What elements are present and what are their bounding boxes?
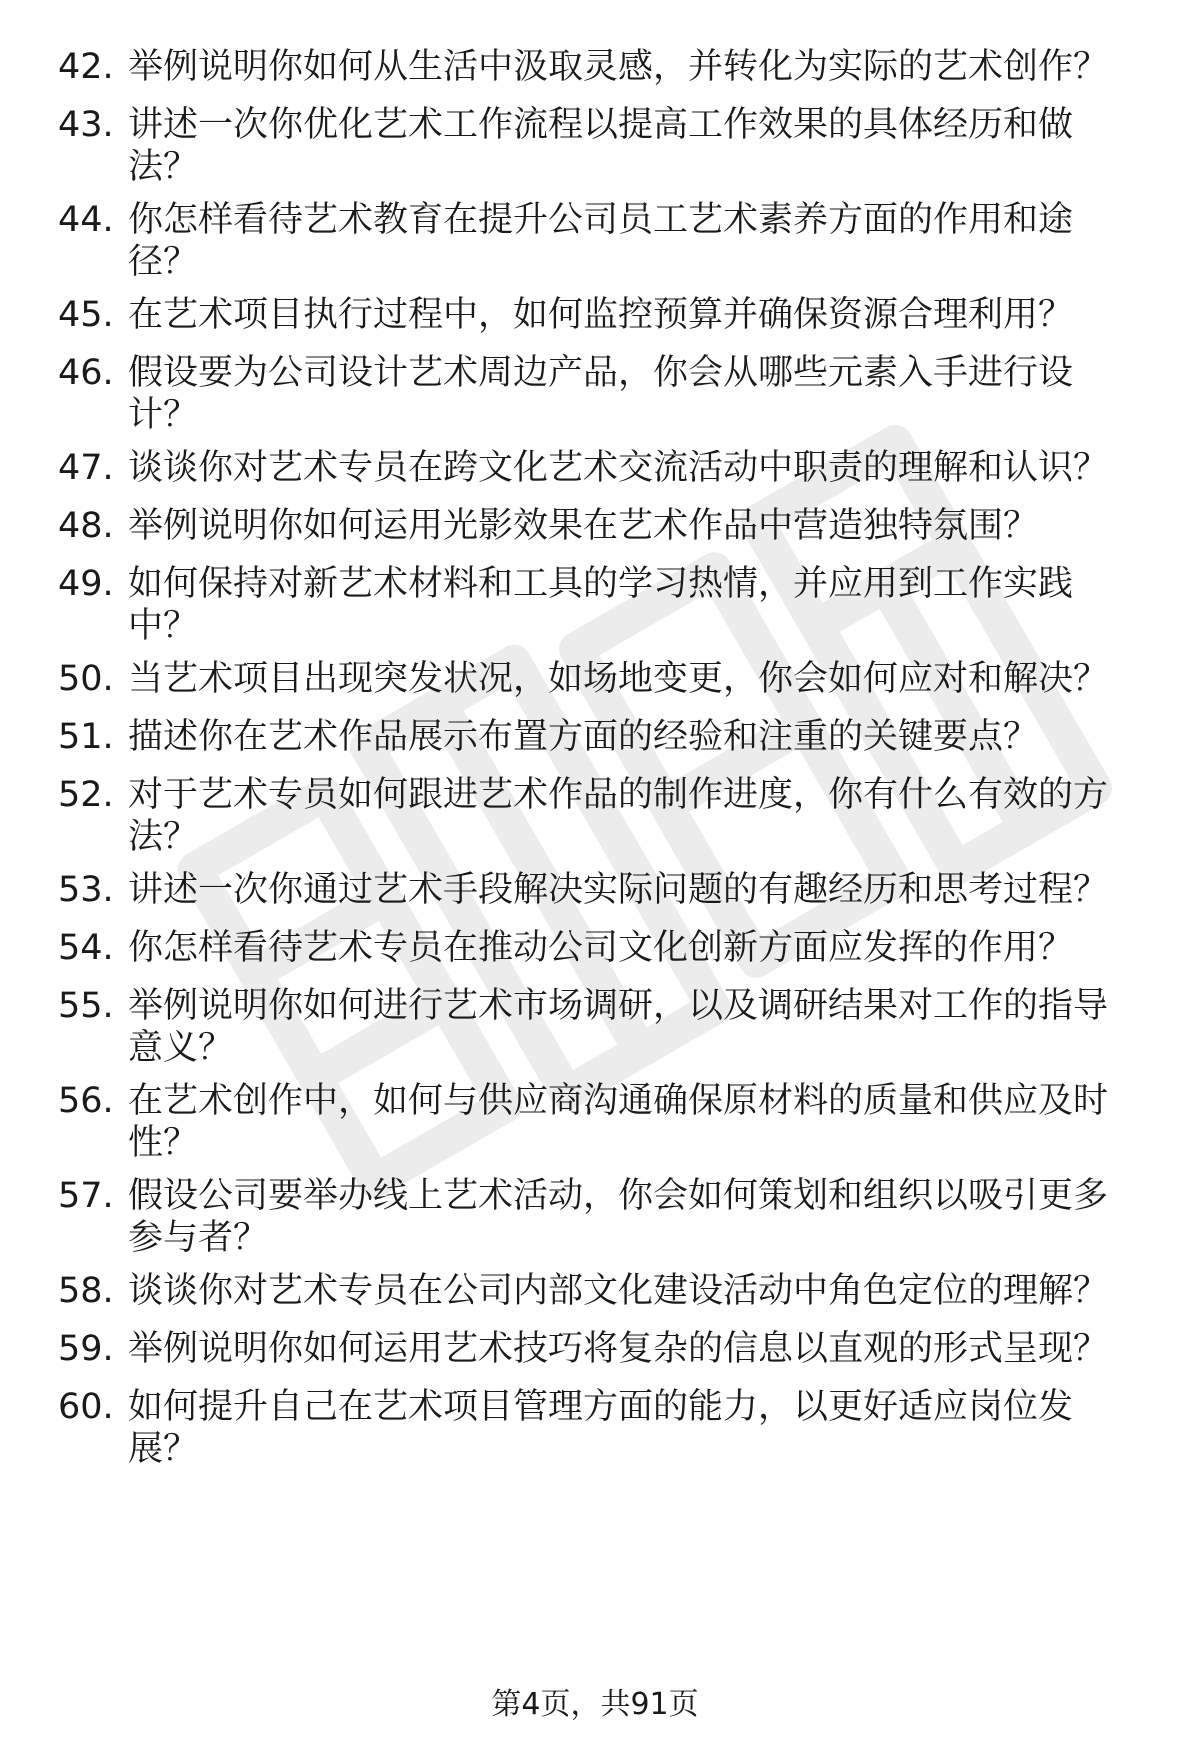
question-text: 如何保持对新艺术材料和工具的学习热情，并应用到工作实践中？ xyxy=(128,564,1074,646)
question-text: 假设公司要举办线上艺术活动，你会如何策划和组织以吸引更多参与者？ xyxy=(128,1176,1109,1258)
list-item xyxy=(58,104,1148,188)
list-item xyxy=(58,927,1148,969)
list-item xyxy=(58,505,1148,547)
list-item xyxy=(58,199,1148,283)
question-text: 谈谈你对艺术专员在跨文化艺术交流活动中职责的理解和认识？ xyxy=(128,448,1109,488)
list-item xyxy=(58,46,1148,88)
question-text: 描述你在艺术作品展示布置方面的经验和注重的关键要点？ xyxy=(128,717,1039,757)
question-number: 60. xyxy=(58,1387,114,1427)
question-number: 47. xyxy=(58,448,114,488)
list-item xyxy=(58,1386,1148,1470)
question-text: 举例说明你如何进行艺术市场调研，以及调研结果对工作的指导意义？ xyxy=(128,986,1109,1068)
question-text: 举例说明你如何运用艺术技巧将复杂的信息以直观的形式呈现？ xyxy=(128,1329,1109,1369)
list-item xyxy=(58,1080,1148,1164)
list-item xyxy=(58,294,1148,336)
question-number: 54. xyxy=(58,928,114,968)
list-item xyxy=(58,352,1148,436)
question-text: 举例说明你如何运用光影效果在艺术作品中营造独特氛围？ xyxy=(128,506,1039,546)
question-text: 假设要为公司设计艺术周边产品，你会从哪些元素入手进行设计？ xyxy=(128,353,1074,435)
question-text: 如何提升自己在艺术项目管理方面的能力，以更好适应岗位发展？ xyxy=(128,1387,1074,1469)
question-number: 56. xyxy=(58,1081,114,1121)
question-number: 52. xyxy=(58,775,114,815)
question-number: 48. xyxy=(58,506,114,546)
question-number: 45. xyxy=(58,295,114,335)
question-text: 当艺术项目出现突发状况，如场地变更，你会如何应对和解决？ xyxy=(128,659,1109,699)
question-number: 46. xyxy=(58,353,114,393)
question-number: 59. xyxy=(58,1329,114,1369)
question-number: 43. xyxy=(58,105,114,145)
list-item xyxy=(58,1328,1148,1370)
question-text: 讲述一次你优化艺术工作流程以提高工作效果的具体经历和做法？ xyxy=(128,105,1074,187)
question-text: 对于艺术专员如何跟进艺术作品的制作进度，你有什么有效的方法？ xyxy=(128,775,1109,857)
question-number: 50. xyxy=(58,659,114,699)
list-item xyxy=(58,1270,1148,1312)
list-item xyxy=(58,774,1148,858)
question-text: 在艺术创作中，如何与供应商沟通确保原材料的质量和供应及时性？ xyxy=(128,1081,1109,1163)
list-item xyxy=(58,563,1148,647)
question-text: 在艺术项目执行过程中，如何监控预算并确保资源合理利用？ xyxy=(128,295,1074,335)
question-number: 58. xyxy=(58,1271,114,1311)
list-item xyxy=(58,869,1148,911)
question-number: 49. xyxy=(58,564,114,604)
question-text: 你怎样看待艺术专员在推动公司文化创新方面应发挥的作用？ xyxy=(128,928,1074,968)
question-text: 讲述一次你通过艺术手段解决实际问题的有趣经历和思考过程？ xyxy=(128,870,1109,910)
list-item xyxy=(58,658,1148,700)
question-number: 51. xyxy=(58,717,114,757)
question-number: 44. xyxy=(58,200,114,240)
list-item xyxy=(58,1175,1148,1259)
page-number-footer: 第4页，共91页 xyxy=(491,1687,699,1722)
question-number: 55. xyxy=(58,986,114,1026)
question-text: 举例说明你如何从生活中汲取灵感，并转化为实际的艺术创作？ xyxy=(128,47,1109,87)
list-item xyxy=(58,716,1148,758)
list-item xyxy=(58,447,1148,489)
list-item xyxy=(58,985,1148,1069)
question-number: 53. xyxy=(58,870,114,910)
question-text: 你怎样看待艺术教育在提升公司员工艺术素养方面的作用和途径？ xyxy=(128,200,1074,282)
question-number: 57. xyxy=(58,1176,114,1216)
question-text: 谈谈你对艺术专员在公司内部文化建设活动中角色定位的理解？ xyxy=(128,1271,1109,1311)
question-number: 42. xyxy=(58,47,114,87)
